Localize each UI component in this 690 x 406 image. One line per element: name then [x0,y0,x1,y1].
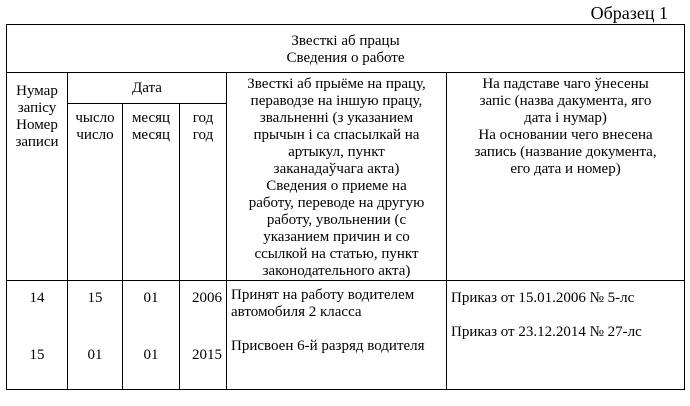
month-cell [123,281,180,390]
header-day: чысло число [68,104,123,281]
basis-cell [447,281,685,390]
record-year: 2006 [192,290,222,306]
info-cell [227,281,447,390]
table-title-row [7,25,685,73]
title-line-2: Сведения о работе [286,49,405,66]
record-number: 14 [29,290,45,306]
data-row [7,281,685,390]
work-record-table [6,24,685,390]
day-cell [68,281,123,390]
header-date: Дата [68,73,227,104]
record-basis: Приказ от 15.01.2006 № 5-лс [451,290,635,306]
header-info: Звесткі аб прыёме на працу, пераводзе на іншую працу, звальненні (з указанием прычын і са спасылкай на артыкул, пункт заканадаўчага акта) Сведения о приеме на работу, переводе на другую работу, увольнении (с указанием причин и со ссылкой на статью, пункт законодательного акта) [227,73,447,281]
record-month: 01 [143,347,159,363]
header-record-number: Нумар запісу Номер записи [7,73,68,281]
header-year: год год [180,104,227,281]
sample-label: Образец 1 [590,3,668,23]
year-cell [180,281,227,390]
record-day: 01 [87,347,103,363]
record-info: Принят на работу водителем автомобиля 2 класса [231,287,415,320]
record-basis: Приказ от 23.12.2014 № 27-лс [451,324,642,340]
record-number: 15 [29,347,45,363]
record-day: 15 [87,290,103,306]
record-info: Присвоен 6-й разряд водителя [231,338,425,354]
title-line-1: Звесткі аб працы [291,32,400,49]
record-year: 2015 [192,347,222,363]
record-number-cell [7,281,68,390]
header-month: месяц месяц [123,104,180,281]
header-basis: На падставе чаго ўнесены запіс (назва дакумента, яго дата і нумар) На основании чего внесена запись (название документа, его дата и номер) [447,73,685,281]
record-month: 01 [143,290,159,306]
header-row-1 [7,73,685,104]
table-title [7,25,685,73]
